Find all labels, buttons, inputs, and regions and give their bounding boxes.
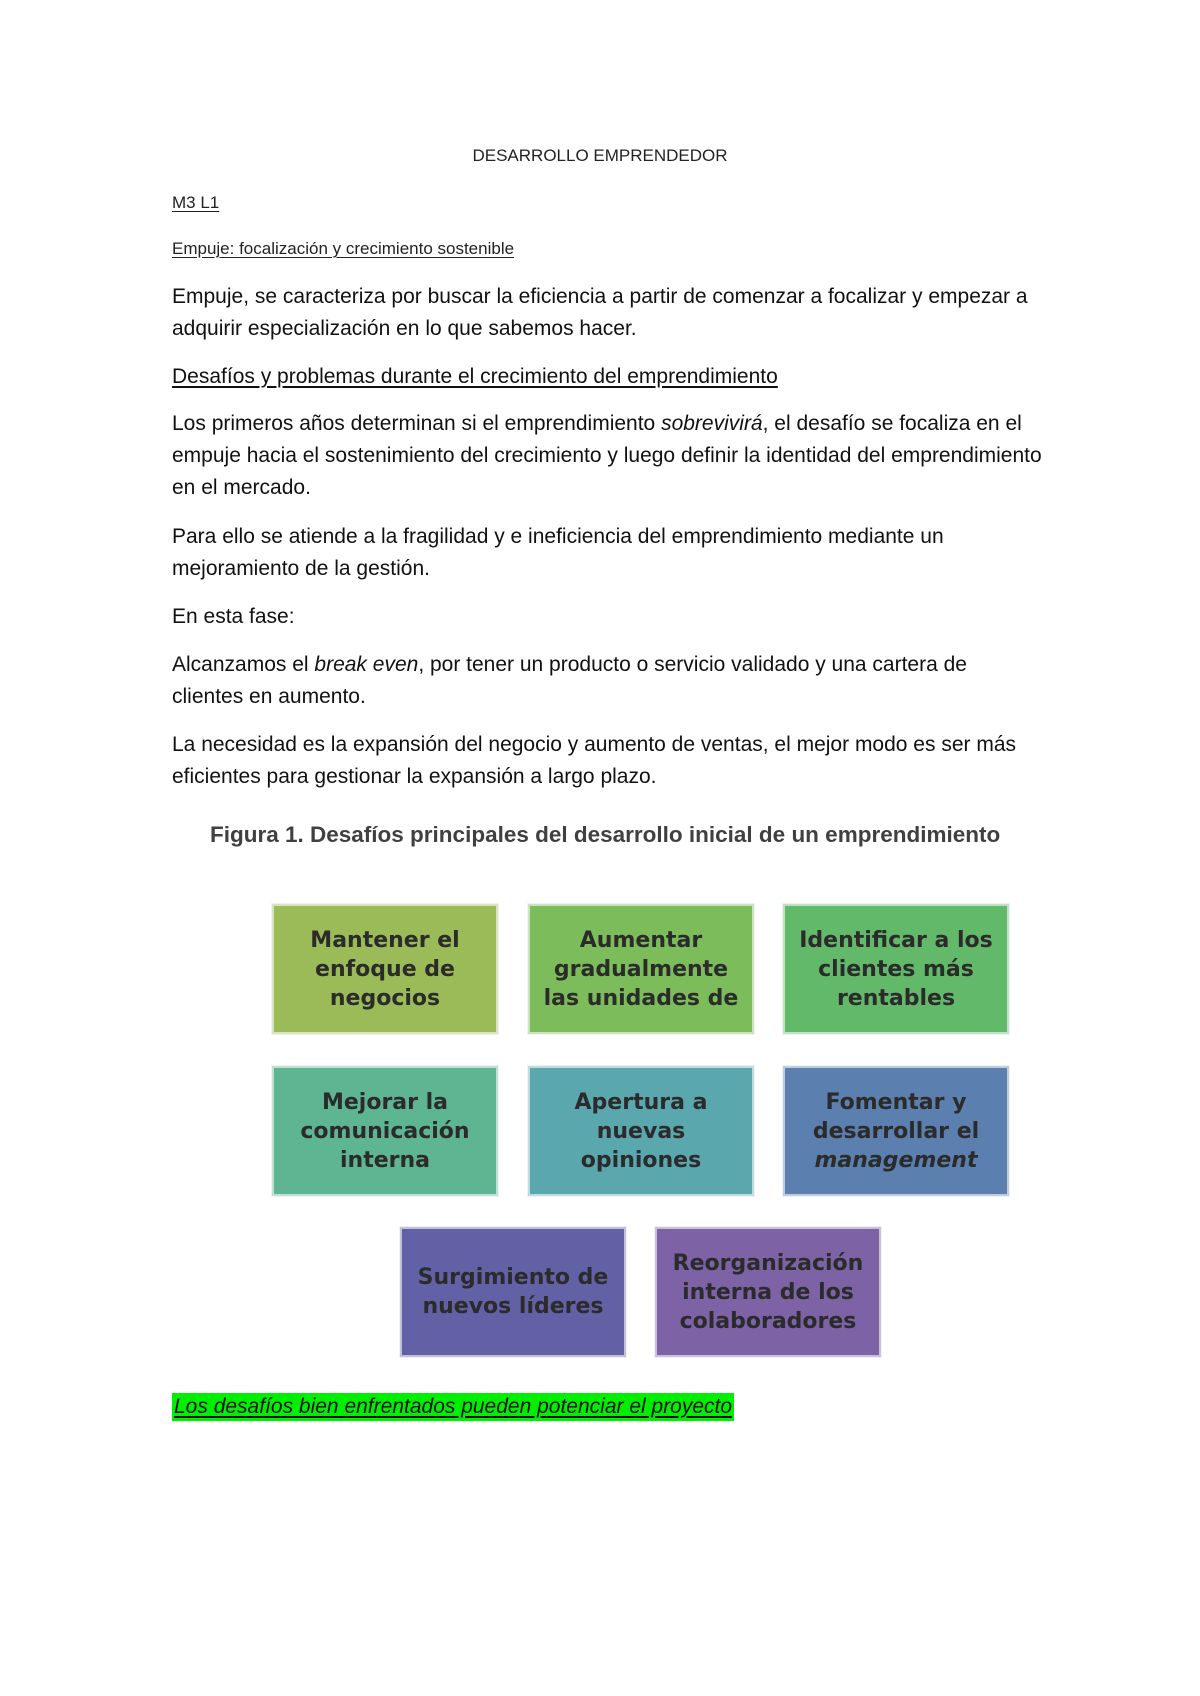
section-heading: Desafíos y problemas durante el crecimiento del emprendimiento [172,365,778,388]
paragraph-2: Para ello se atiende a la fragilidad y e ineficiencia del emprendimiento mediante un mejoramiento de la gestión. [172,525,944,580]
paragraph-3: En esta fase: [172,605,295,628]
module-label: M3 L1 [172,193,220,212]
p1-text-end: , el desafío se focaliza en el empuje hacia el sostenimiento del crecimiento y luego definir la identidad del emprendimiento en el mercado. [172,412,1042,499]
management-label [797,1088,995,1175]
highlighted-conclusion: Los desafíos bien enfrentados pueden potenciar el proyecto [172,1393,734,1421]
paragraph-5: La necesidad es la expansión del negocio y aumento de ventas, el mejor modo es ser más eficientes para gestionar la expansión a largo plazo. [172,733,1016,788]
figure-box-leaders: Surgimiento de nuevos líderes [400,1227,626,1357]
p4-text-start: Alcanzamos el [172,653,315,676]
management-label-italic: management [814,1147,978,1173]
figure-caption: Figura 1. Desafíos principales del desarrollo inicial de un emprendimiento [210,822,1001,847]
paragraph-1 [172,408,1042,504]
figure-box-focus: Mantener el enfoque de negocios [272,904,498,1034]
figure-box-opinions: Apertura a nuevas opiniones [528,1066,754,1196]
figure-box-communication: Mejorar la comunicación interna [272,1066,498,1196]
paragraph-4 [172,649,1042,713]
document-title: DESARROLLO EMPRENDEDOR [472,146,728,165]
figure-box-reorganization: Reorganización interna de los colaboradores [655,1227,881,1357]
management-label-start: Fomentar y desarrollar el [812,1089,980,1144]
p4-italic: break even [314,653,419,676]
intro-paragraph: Empuje, se caracteriza por buscar la eficiencia a partir de comenzar a focalizar y empezar a adquirir especialización en lo que sabemos hacer. [172,285,1028,340]
figure-box-units: Aumentar gradualmente las unidades de [528,904,754,1034]
p1-text-start: Los primeros años determinan si el emprendimiento [172,412,662,435]
p1-italic: sobrevivirá [661,412,763,435]
figure-box-management [783,1066,1009,1196]
subtitle: Empuje: focalización y crecimiento sostenible [172,239,515,258]
p4-text-end: , por tener un producto o servicio validado y una cartera de clientes en aumento. [172,653,967,708]
figure-box-clients: Identificar a los clientes más rentables [783,904,1009,1034]
